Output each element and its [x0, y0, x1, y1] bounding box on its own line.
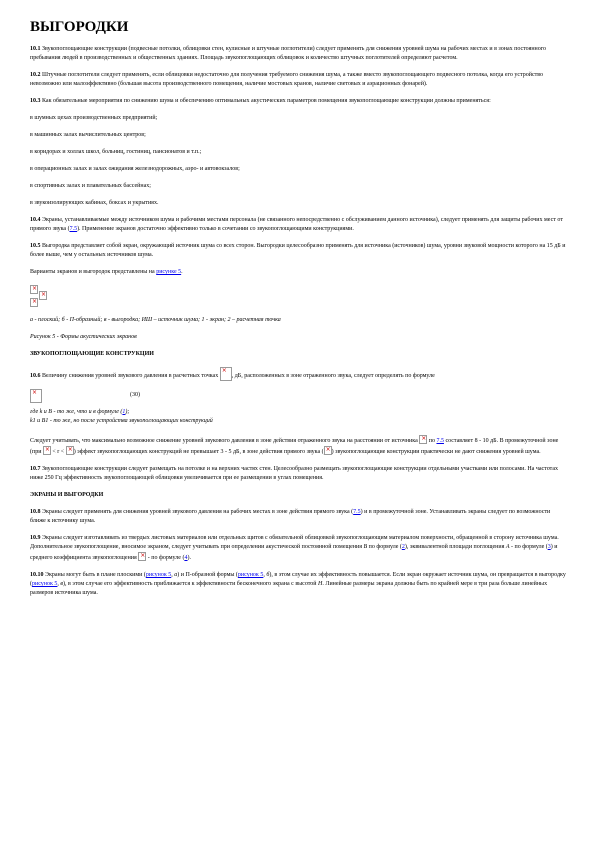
- section-heading: ЭКРАНЫ И ВЫГОРОДКИ: [30, 492, 104, 498]
- broken-image-icon: [30, 389, 42, 403]
- list-item: в коридорах и холлах школ, больниц, гостиниц, пансионатов и т.п.;: [30, 149, 202, 155]
- clause-number: 10.1: [30, 46, 41, 52]
- formula-number: (30): [130, 392, 140, 398]
- paragraph-10-7: 10.7 Звукопоглощающие конструкции следует размещать на потолке и на верхних частях стен. Целесообразно размещать звукопоглощающие конструкции отдельными участками или полосами. На частотах ниже 250 Гц эффективность звукопоглощающей облицовки увеличивается при ее размещении в углах помещения.: [30, 466, 558, 481]
- list-item: в шумных цехах производственных предприятий;: [30, 115, 158, 121]
- clause-link[interactable]: 7.5: [436, 438, 444, 444]
- clause-number: 10.6: [30, 373, 41, 379]
- page-title: ВЫГОРОДКИ: [30, 19, 129, 35]
- paragraph-10-2: 10.2 Штучные поглотители следует применять, если облицовки недостаточно для получения требуемого снижения шума, а также вместо звукопоглощающего подвесного потолка, когда его устройство невозможно или малоэффективно (большая высота производственного помещения, наличие мостовых кранов, наличие световых и аэрационных фонарей).: [30, 72, 544, 87]
- paragraph-10-4: 10.4 Экраны, устанавливаемые между источником шума и рабочими местами персонала (не связанного непосредственно с обслуживанием данного источника), следует применять для защиты рабочих мест от прямого звука (7.5). Применение экранов достаточно эффективно только в сочетании со звукопоглощающими конструкциями.: [30, 217, 563, 232]
- formula-30: [30, 389, 567, 401]
- list-item: в спортивных залах и плавательных бассейнах;: [30, 183, 151, 189]
- broken-image-icon: [66, 446, 74, 455]
- figure-title: Рисунок 5 - Формы акустических экранов: [30, 334, 137, 340]
- broken-image-icon: [324, 446, 332, 455]
- paragraph-10-1: 10.1 Звукопоглощающие конструкции (подвесные потолки, облицовки стен, кулисные и штучные поглотители) следует применять для снижения уровней шума на рабочих местах и в зонах постоянного пребывания людей в производственных и общественных зданиях. Площадь звукопоглощающих облицовок и количество штучных поглотителей определяют расчетом.: [30, 46, 547, 61]
- clause-link[interactable]: 7.5: [353, 509, 361, 515]
- figure-link[interactable]: рисунок 5: [237, 572, 264, 578]
- figure-link[interactable]: рисунок 5: [145, 572, 172, 578]
- clause-number: 10.7: [30, 466, 41, 472]
- formula-link[interactable]: 4: [184, 555, 188, 561]
- broken-image-icon: [138, 552, 146, 561]
- section-heading: ЗВУКОПОГЛОЩАЮЩИЕ КОНСТРУКЦИИ: [30, 351, 154, 357]
- list-item: в машинных залах вычислительных центров;: [30, 132, 146, 138]
- clause-number: 10.8: [30, 509, 41, 515]
- broken-image-icon: [220, 367, 232, 381]
- broken-image-icon: [39, 291, 47, 300]
- list-item: в операционных залах и залах ожидания железнодорожных, аэро- и автовокзалов;: [30, 166, 240, 172]
- paragraph-10-8: 10.8 Экраны следует применять для снижения уровней звукового давления на рабочих местах в зоне действия прямого звука (7.5) и в промежуточной зоне. Устанавливать экраны следует по возможности ближе к источнику шума.: [30, 509, 551, 524]
- figure-reference-paragraph: Варианты экранов и выгородок представлены на рисунке 5.: [30, 269, 183, 275]
- paragraph-10-6: 10.6 Величину снижения уровней звукового давления в расчетных точках ×, дБ, расположенных в зоне отраженного звука, следует определять по формуле: [30, 367, 567, 381]
- clause-number: 10.2: [30, 72, 41, 78]
- broken-image-icon: [30, 285, 38, 294]
- formula-link[interactable]: 3: [547, 544, 551, 550]
- clause-number: 10.4: [30, 217, 41, 223]
- broken-image-icon: [30, 298, 38, 307]
- clause-number: 10.10: [30, 572, 44, 578]
- broken-image-icon: [43, 446, 51, 455]
- clause-number: 10.9: [30, 535, 41, 541]
- clause-number: 10.5: [30, 243, 41, 249]
- paragraph-10-3: 10.3 Как обязательные мероприятия по снижению шума и обеспечению оптимальных акустических параметров помещения звукопоглощающие конструкции должны применяться:: [30, 98, 491, 104]
- document-page: [30, 18, 567, 606]
- clause-number: 10.3: [30, 98, 41, 104]
- figure-images: [30, 285, 567, 307]
- figure-link[interactable]: рисунке 5: [156, 269, 182, 275]
- figure-link[interactable]: рисунок 5: [32, 581, 58, 587]
- paragraph-note: Следует учитывать, что максимально возможное снижение уровней звукового давления в зоне действия отраженного звука на расстоянии от источника × по 7.5 составляет 8 - 10 дБ. В промежуточной зоне (при × < r < ×) эффект звукопоглощающих конструкций не превышает 3 - 5 дБ, в зоне действия прямого звука (× ) звукопоглощающие конструкции практически не дают снижения уровней шума.: [30, 435, 567, 457]
- formula-definitions: где k и B - то же, что и в формуле (1); k1 и B1 - то же, но после устройства звукопоглощающих конструкций: [30, 409, 213, 424]
- paragraph-10-9: 10.9 Экраны следует изготавливать из твердых листовых материалов или отдельных щитов с обязательной облицовкой звукопоглощающим материалом поверхности, обращенной в сторону источника шума. Дополнительное звукопоглощение, вносимое экраном, следует учитывать при определении акустической постоянной помещения B по формуле (2), эквивалентной площади поглощения A - по формуле (3) и среднего коэффициента звукопоглощения × - по формуле (4).: [30, 534, 567, 563]
- broken-image-icon: [419, 435, 427, 444]
- paragraph-10-10: 10.10 Экраны могут быть в плане плоскими (рисунок 5, а) и П-образной формы (рисунок 5, б), в этом случае их эффективность повышается. Если экран окружает источник шума, он превращается в выгородку (рисунок 5, в), в этом случае его эффективность приближается к эффективности бесконечного экрана с высотой H. Линейные размеры экрана должны быть по крайней мере в три раза больше линейных размеров источника шума.: [30, 572, 566, 596]
- list-item: в звукоизолирующих кабинах, боксах и укрытиях.: [30, 200, 159, 206]
- formula-link[interactable]: 1: [122, 409, 126, 415]
- paragraph-10-5: 10.5 Выгородка представляет собой экран, окружающий источник шума со всех сторон. Выгородки целесообразно применять для источника (источников) шума, уровни звуковой мощности которого на 15 дБ и более выше, чем у остальных источников шума.: [30, 243, 566, 258]
- clause-link[interactable]: 7.5: [69, 226, 78, 232]
- formula-link[interactable]: 2: [401, 544, 405, 550]
- figure-caption: а - плоский; б - П-образный; в - выгородка; ИШ – источник шума; 1 - экран; 2 – расчетная точка: [30, 317, 281, 323]
